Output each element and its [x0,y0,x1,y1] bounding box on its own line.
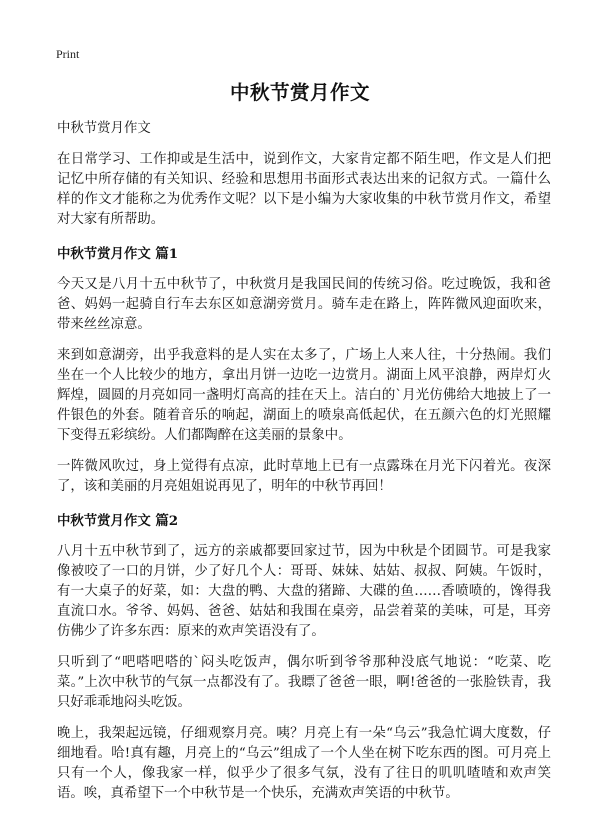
section-paragraph: 一阵微风吹过，身上觉得有点凉，此时草地上已有一点露珠在月光下闪着光。夜深了，该和美丽的月亮姐姐说再见了，明年的中秋节再回！ [57,459,551,494]
section-paragraph: 只听到了“吧嗒吧嗒的`闷头吃饭声，偶尔听到爷爷那种没底气地说：“吃菜、吃菜。”上次中秋节的气氛一点都没有了。我瞟了爸爸一眼，啊!爸爸的一张脸铁青，我只好乖乖地闷头吃饭。 [57,655,551,710]
section-paragraph: 今天又是八月十五中秋节了，中秋赏月是我国民间的传统习俗。吃过晚饭，我和爸爸、妈妈一起骑自行车去东区如意湖旁赏月。骑车走在路上，阵阵微风迎面吹来，带来丝丝凉意。 [57,277,551,332]
print-link[interactable]: Print [56,47,80,61]
section-paragraph: 晚上，我架起远镜，仔细观察月亮。咦？月亮上有一朵“乌云”我急忙调大度数，仔细地看。哈!真有趣，月亮上的“乌云”组成了一个人坐在树下吃东西的图。可月亮上只有一个人，像我家一样，似乎少了很多气氛，没有了往日的叽叽喳喳和欢声笑语。唉，真希望下一个中秋节是一个快乐，充满欢声笑语的中秋节。 [57,726,551,801]
article-subtitle: 中秋节赏月作文 [57,121,151,136]
section-heading: 中秋节赏月作文 篇2 [57,513,179,529]
page-title: 中秋节赏月作文 [229,81,370,104]
article-body [57,119,551,815]
section-paragraph: 八月十五中秋节到了，远方的亲戚都要回家过节，因为中秋是个团圆节。可是我家像被咬了一口的月饼，少了好几个人：哥哥、妹妹、姑姑、叔叔、阿姨。午饭时，有一大桌子的好菜，如：大盘的鸭、大盘的猪蹄、大碟的鱼……香喷喷的，馋得我直流口水。爷爷、妈妈、爸爸、姑姑和我围在桌旁，品尝着菜的美味，可是，耳旁仿佛少了许多东西：原来的欢声笑语没有了。 [57,544,551,639]
intro-paragraph: 在日常学习、工作抑或是生活中，说到作文，大家肯定都不陌生吧，作文是人们把记忆中所存储的有关知识、经验和思想用书面形式表达出来的记叙方式。一篇什么样的作文才能称之为优秀作文呢？以下是小编为大家收集的中秋节赏月作文，希望对大家有所帮助。 [57,152,551,227]
section-paragraph: 来到如意湖旁，出乎我意料的是人实在太多了，广场上人来人往，十分热闹。我们坐在一个人比较少的地方，拿出月饼一边吃一边赏月。湖面上风平浪静，两岸灯火辉煌，圆圆的月亮如同一盏明灯高高的挂在天上。洁白的`月光仿佛给大地披上了一件银色的外套。随着音乐的响起，湖面上的喷泉高低起伏，在五颜六色的灯光照耀下变得五彩缤纷。人们都陶醉在这美丽的景象中。 [57,348,551,443]
section-heading: 中秋节赏月作文 篇1 [57,246,179,262]
